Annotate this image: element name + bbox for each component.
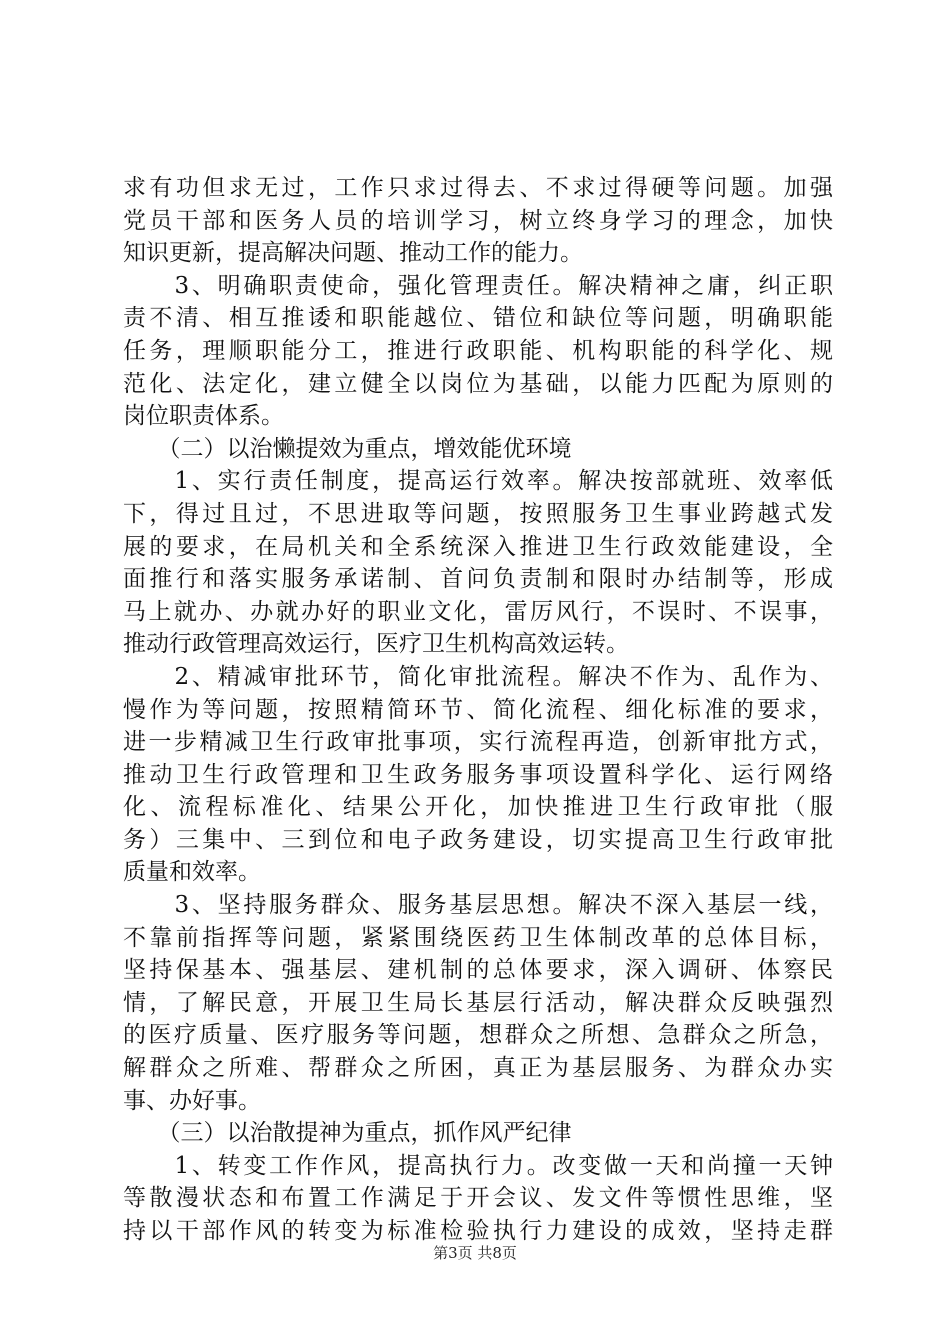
text-line: 展的要求，在局机关和全系统深入推进卫生行政效能建设，全: [123, 533, 833, 560]
text-line: 事、办好事。: [123, 1087, 261, 1114]
text-line: 化、流程标准化、结果公开化，加快推进卫生行政审批（服: [123, 794, 833, 821]
text-line: 3、明确职责使命，强化管理责任。解决精神之庸，纠正职: [123, 272, 833, 299]
text-line: 不靠前指挥等问题，紧紧围绕医药卫生体制改革的总体目标，: [123, 924, 833, 951]
text-line: 范化、法定化，建立健全以岗位为基础，以能力匹配为原则的: [123, 370, 833, 397]
text-line: 情，了解民意，开展卫生局长基层行活动，解决群众反映强烈: [123, 989, 833, 1016]
text-line: 进一步精减卫生行政审批事项，实行流程再造，创新审批方式，: [123, 729, 833, 756]
text-line: 慢作为等问题，按照精简环节、简化流程、细化标准的要求，: [123, 696, 833, 723]
text-line: 马上就办、办就办好的职业文化，雷厉风行，不误时、不误事，: [123, 598, 833, 625]
text-line: 党员干部和医务人员的培训学习，树立终身学习的理念，加快: [123, 207, 833, 234]
text-line: 3、坚持服务群众、服务基层思想。解决不深入基层一线，: [123, 892, 833, 919]
text-line: 2、精减审批环节，简化审批流程。解决不作为、乱作为、: [123, 663, 833, 690]
text-line: 求有功但求无过，工作只求过得去、不求过得硬等问题。加强: [123, 175, 833, 201]
text-line: 1、实行责任制度，提高运行效率。解决按部就班、效率低: [123, 468, 833, 495]
text-line: 的医疗质量、医疗服务等问题，想群众之所想、急群众之所急，: [123, 1022, 833, 1049]
text-line: 持以干部作风的转变为标准检验执行力建设的成效，坚持走群: [123, 1218, 833, 1244]
text-line: 坚持保基本、强基层、建机制的总体要求，深入调研、体察民: [123, 957, 833, 984]
text-line: 解群众之所难、帮群众之所困，真正为基层服务、为群众办实: [123, 1055, 833, 1082]
text-line: 推动卫生行政管理和卫生政务服务事项设置科学化、运行网络: [123, 761, 833, 788]
text-line: 质量和效率。: [123, 859, 261, 886]
text-line: 责不清、相互推诿和职能越位、错位和缺位等问题，明确职能: [123, 305, 833, 332]
text-line: 务）三集中、三到位和电子政务建设，切实提高卫生行政审批: [123, 826, 833, 853]
text-line: 等散漫状态和布置工作满足于开会议、发文件等惯性思维，坚: [123, 1185, 833, 1212]
text-line: 下，得过且过，不思进取等问题，按照服务卫生事业跨越式发: [123, 500, 833, 527]
text-line: 任务，理顺职能分工，推进行政职能、机构职能的科学化、规: [123, 337, 833, 364]
text-line: （二）以治懒提效为重点，增效能优环境: [123, 435, 572, 462]
text-line: （三）以治散提神为重点，抓作风严纪律: [123, 1120, 572, 1147]
text-line: 岗位职责体系。: [123, 403, 284, 430]
text-line: 知识更新，提高解决问题、推动工作的能力。: [123, 240, 583, 267]
text-line: 1、转变工作作风，提高执行力。改变做一天和尚撞一天钟: [123, 1152, 833, 1179]
page-number-footer: 第3页 共8页: [433, 1244, 517, 1262]
text-line: 面推行和落实服务承诺制、首问负责制和限时办结制等，形成: [123, 566, 833, 593]
text-line: 推动行政管理高效运行，医疗卫生机构高效运转。: [123, 631, 629, 658]
body-text: [123, 172, 833, 1248]
